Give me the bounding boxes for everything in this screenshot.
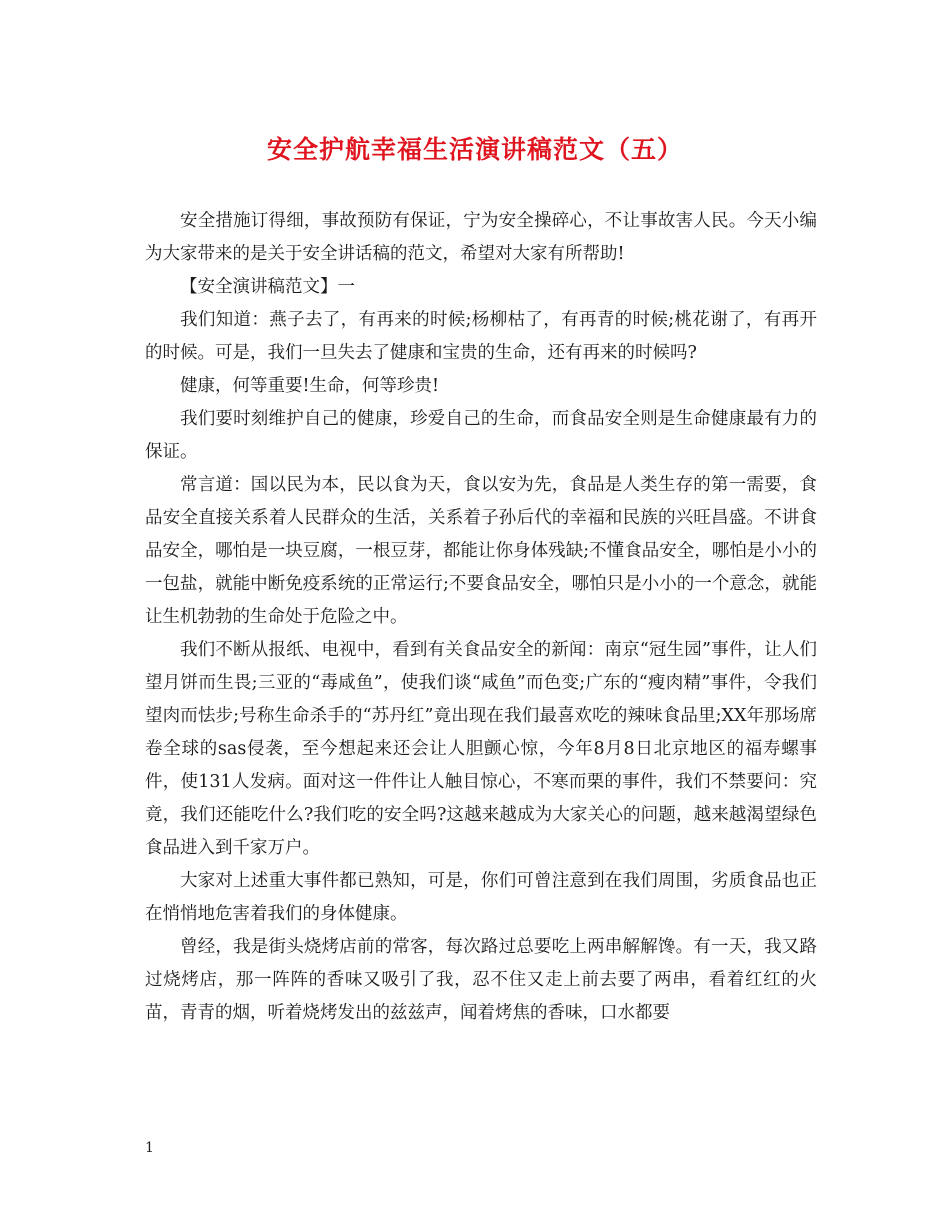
document-body xyxy=(145,205,817,1030)
paragraph: 我们要时刻维护自己的健康，珍爱自己的生命，而食品安全则是生命健康最有力的保证。 xyxy=(145,409,817,462)
paragraph-intro: 安全措施订得细，事故预防有保证，宁为安全操碎心，不让事故害人民。今天小编为大家带来的是关于安全讲话稿的范文，希望对大家有所帮助! xyxy=(145,211,817,264)
page-number: 1 xyxy=(145,1140,154,1156)
paragraph: 我们不断从报纸、电视中，看到有关食品安全的新闻：南京“冠生园”事件，让人们望月饼而生畏;三亚的“毒咸鱼”，使我们谈“咸鱼”而色变;广东的“瘦肉精”事件，令我们望肉而怯步;号称生命杀手的“苏丹红”竟出现在我们最喜欢吃的辣味食品里;XX年那场席卷全球的sas侵袭，至今想起来还会让人胆颤心惊，今年8月8日北京地区的福寿螺事件，使131人发病。面对这一件件让人触目惊心，不寒而栗的事件，我们不禁要问：究竟，我们还能吃什么?我们吃的安全吗?这越来越成为大家关心的问题，越来越渴望绿色食品进入到千家万户。 xyxy=(145,640,817,858)
paragraph: 曾经，我是街头烧烤店前的常客，每次路过总要吃上两串解解馋。有一天，我又路过烧烤店，那一阵阵的香味又吸引了我，忍不住又走上前去要了两串，看着红红的火苗，青青的烟，听着烧烤发出的兹兹声，闻着烤焦的香味，口水都要 xyxy=(145,937,817,1023)
paragraph: 我们知道：燕子去了，有再来的时候;杨柳枯了，有再青的时候;桃花谢了，有再开的时候。可是，我们一旦失去了健康和宝贵的生命，还有再来的时候吗? xyxy=(145,310,817,363)
paragraph: 健康，何等重要!生命，何等珍贵! xyxy=(180,376,440,396)
paragraph: 大家对上述重大事件都已熟知，可是，你们可曾注意到在我们周围，劣质食品也正在悄悄地危害着我们的身体健康。 xyxy=(145,871,817,924)
document-title: 安全护航幸福生活演讲稿范文（五） xyxy=(266,135,683,164)
section-heading: 【安全演讲稿范文】一 xyxy=(180,277,355,297)
paragraph: 常言道：国以民为本，民以食为天，食以安为先，食品是人类生存的第一需要，食品安全直接关系着人民群众的生活，关系着子孙后代的幸福和民族的兴旺昌盛。不讲食品安全，哪怕是一块豆腐，一根豆芽，都能让你身体残缺;不懂食品安全，哪怕是小小的一包盐，就能中断免疫系统的正常运行;不要食品安全，哪怕只是小小的一个意念，就能让生机勃勃的生命处于危险之中。 xyxy=(145,475,817,627)
